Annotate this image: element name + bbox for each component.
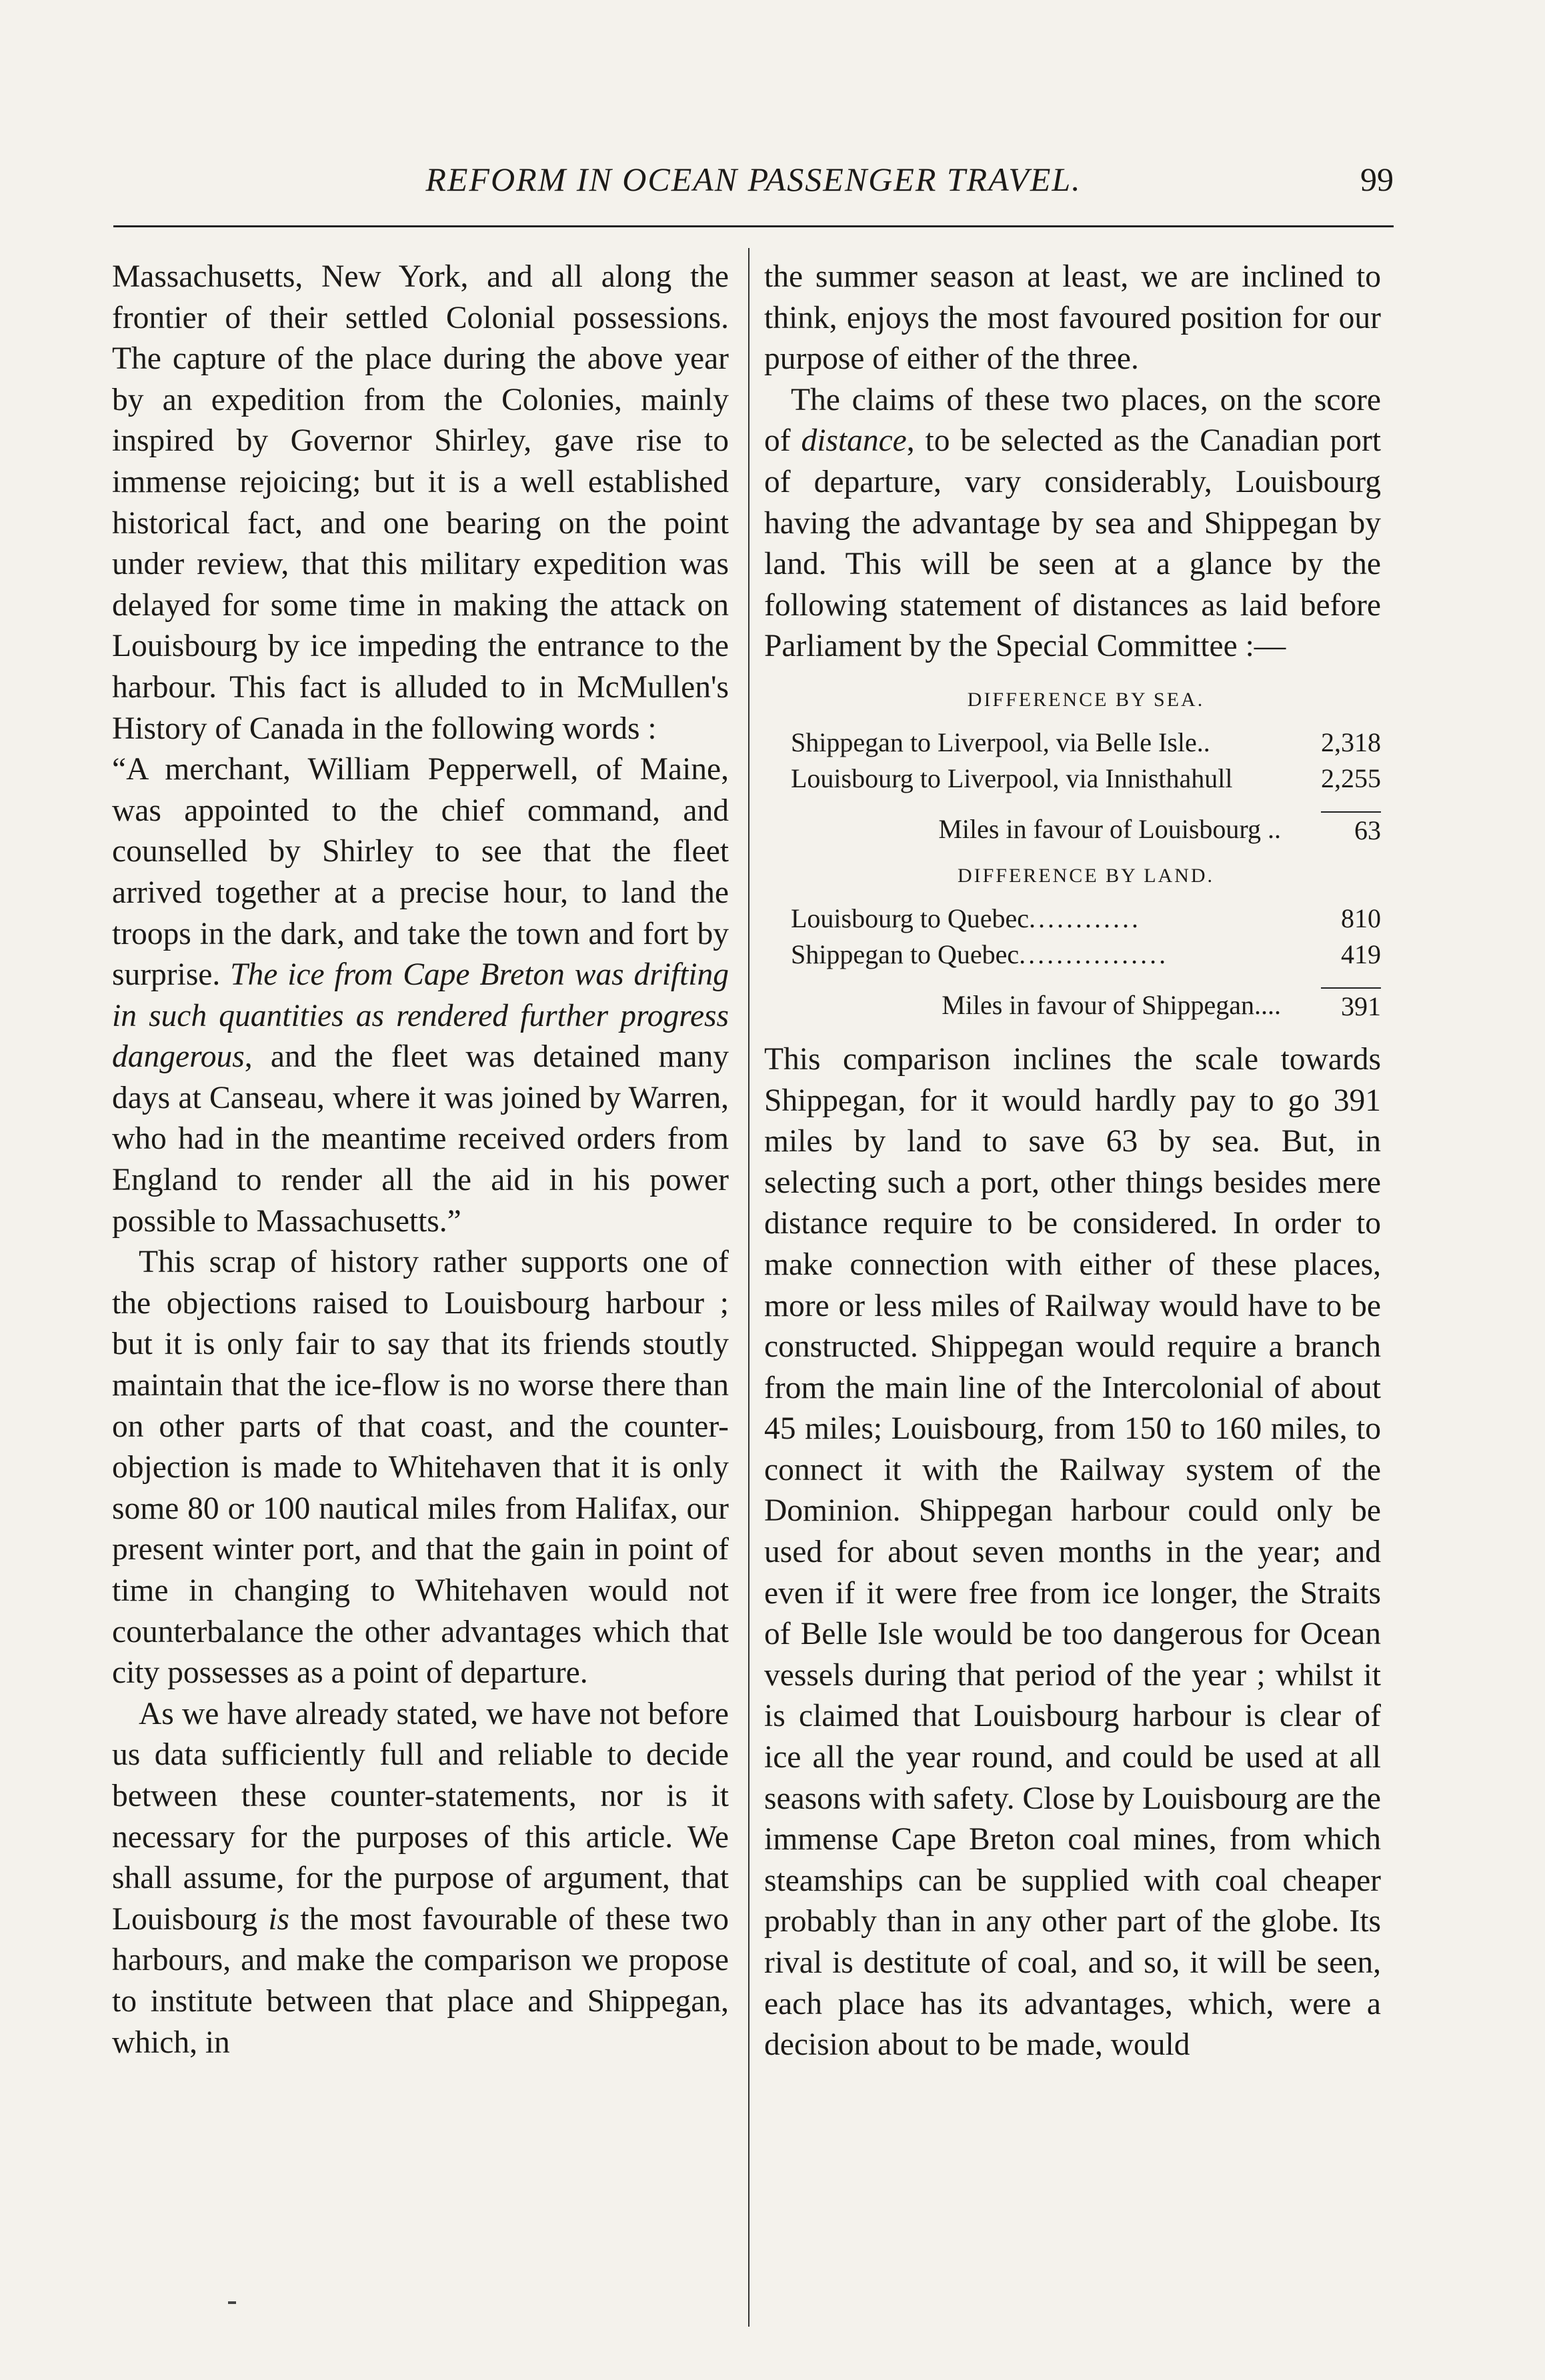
quote-part-1: “A merchant, William Pepperwell, of Maine, was appointed to the chief command, and counselled by Shirley to see that the fleet arrived together at a precise hour, to land the troops in the dark, and take the town and fort by surprise. (112, 752, 729, 993)
page-header (113, 153, 1394, 207)
land-miles-1: 810 (1341, 903, 1381, 933)
p3-part-2: the most favourable of these two harbours, and make the comparison we propose to institute between that place and Shippegan, which, in (112, 1901, 729, 2060)
land-miles-2: 419 (1341, 939, 1381, 969)
land-route-1: Louisbourg to Quebec (791, 903, 1029, 933)
land-route-2: Shippegan to Quebec (791, 939, 1020, 969)
right-column (764, 257, 1381, 2066)
header-rule (113, 225, 1394, 227)
land-row-1 (791, 901, 1381, 937)
land-total-label: Miles in favour of Shippegan.... (942, 989, 1281, 1020)
left-paragraph-1: Massachusetts, New York, and all along the frontier of their settled Colonial possessions. The capture of the place during the above year by an expedition from the Colonies, mainly inspired by Governor Shirley, gave rise to immense rejoicing; but it is a well established historical fact, and one bearing on the point under review, that this military expedition was delayed for some time in making the attack on Louisbourg by ice impeding the entrance to the harbour. This fact is alluded to in McMullen's History of Canada in the following words : (112, 259, 729, 746)
sea-row-2 (791, 761, 1381, 797)
quote-italic: The ice from Cape Breton was drifting in such quantities as rendered further progress dangerous (112, 957, 729, 1075)
sea-total-row (791, 811, 1381, 849)
land-total-value: 391 (1321, 987, 1381, 1025)
p2-italic: distance (801, 423, 907, 459)
land-row-2 (791, 937, 1381, 973)
distance-table (791, 682, 1381, 1025)
sea-miles-1: 2,318 (1321, 727, 1381, 757)
sea-total-label: Miles in favour of Louisbourg .. (938, 813, 1281, 844)
right-paragraph-3: This comparison inclines the scale towards Shippegan, for it would hardly pay to go 391 miles by land to save 63 by sea. But, in selecting such a port, other things besides mere distance require to be considered. In order to make connection with either of these places, more or less miles of Railway would have to be constructed. Shippegan would require a branch from the main line of the Intercolonial of about 45 miles; Louisbourg, from 150 to 160 miles, to connect it with the Railway system of the Dominion. Shippegan harbour could only be used for about seven months in the year; and even if it were free from ice longer, the Straits of Belle Isle would be too dangerous for Ocean vessels during that period of the year ; whilst it is claimed that Louisbourg harbour is clear of ice all the year round, and could be used at all seasons with safety. Close by Louisbourg are the immense Cape Breton coal mines, from which steamships can be supplied with coal cheaper probably than in any other part of the globe. Its rival is destitute of coal, and so, it will be seen, each place has its advantages, which, were a decision about to be made, would (764, 1041, 1381, 2063)
sea-miles-2: 2,255 (1321, 763, 1381, 793)
sea-route-1: Shippegan to Liverpool, via Belle Isle.. (791, 727, 1210, 757)
land-heading: DIFFERENCE BY LAND. (957, 864, 1215, 887)
left-column (112, 257, 729, 2063)
sea-heading: DIFFERENCE BY SEA. (967, 688, 1205, 711)
footer-mark (228, 2301, 236, 2304)
p2-part-2: , to be selected as the Canadian port of departure, vary considerably, Louisbourg having the advantage by sea and Shippegan by land. This will be seen at a glance by the following statement of distances as laid before Parliament by the Special Committee :— (764, 423, 1381, 664)
p3-italic: is (268, 1901, 290, 1937)
p2-part-1: The claims of these two places, on the score of (764, 382, 1381, 459)
right-paragraph-2 (764, 380, 1381, 667)
land-total-row (791, 987, 1381, 1025)
sea-row-1 (791, 725, 1381, 761)
left-quote (112, 749, 729, 1242)
land-dots-1: ............ (1028, 903, 1141, 933)
quote-part-2: , and the fleet was detained many days at Canseau, where it was joined by Warren, who had in the meantime received orders from England to render all the aid in his power possible to Massachusetts.” (112, 1039, 729, 1239)
p3-part-1: As we have already stated, we have not before us data sufficiently full and reliable to decide between these counter-statements, nor is it necessary for the purposes of this article. We shall assume, for the purpose of argument, that Louisbourg (112, 1696, 729, 1937)
sea-total-value: 63 (1321, 811, 1381, 849)
land-dots-2: ................ (1019, 939, 1169, 969)
right-paragraph-1: the summer season at least, we are inclined to think, enjoys the most favoured position for our purpose of either of the three. (764, 259, 1381, 377)
page-number: 99 (1360, 161, 1394, 198)
left-paragraph-2: This scrap of history rather supports one of the objections raised to Louisbourg harbour ; but it is only fair to say that its friends stoutly maintain that the ice-flow is no worse there than on other parts of that coast, and the counter-objection is made to Whitehaven that it is only some 80 or 100 nautical miles from Halifax, our present winter port, and that the gain in point of time in changing to Whitehaven would not counterbalance the other advantages which that city possesses as a point of departure. (112, 1245, 729, 1691)
running-title: REFORM IN OCEAN PASSENGER TRAVEL. (425, 161, 1082, 198)
column-divider (748, 248, 749, 2327)
sea-route-2: Louisbourg to Liverpool, via Innisthahull (791, 763, 1233, 793)
left-paragraph-3 (112, 1694, 729, 2063)
